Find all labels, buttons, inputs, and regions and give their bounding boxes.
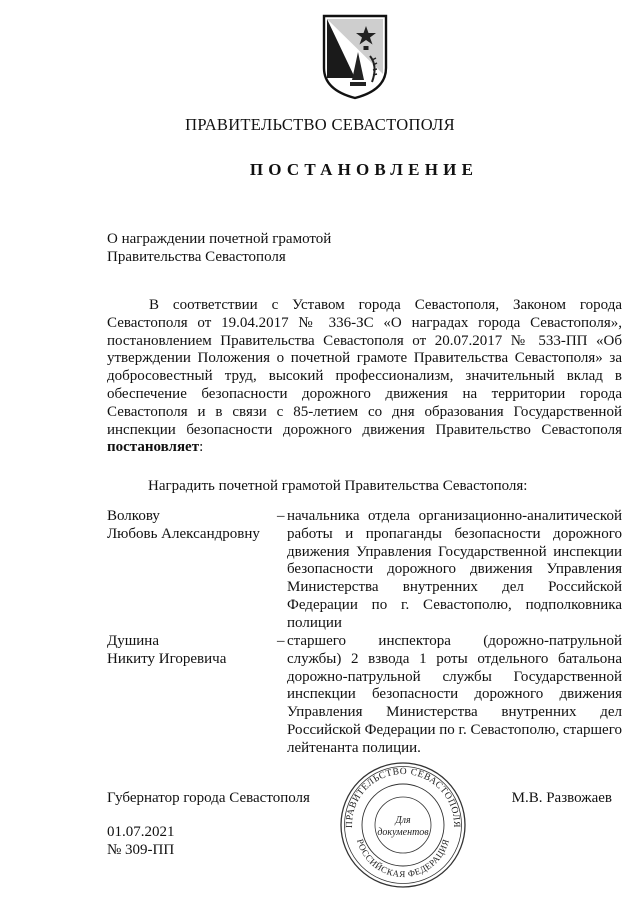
awardee-entry bbox=[107, 508, 627, 631]
awardee-surname: Душина bbox=[107, 633, 159, 649]
signatory-position: Губернатор города Севастополя bbox=[107, 790, 310, 806]
preamble-text: В соответствии с Уставом города Севастополя, Законом города Севастополя от 19.04.2017 № 336-ЗС «О наградах города Севастополя», постановлением Правительства Севастополя от 20.07.2017 № 533-ПП «Об утверждении Положения о почетной грамоте Правительства Севастополя» за добросовестный труд, высокий профессионализм, значительный вклад в обеспечение безопасности дорожного движения на территории города Севастополя и в связи с 85-летием со дня образования Государственной инспекции безопасности дорожного движения Правительство Севастополя bbox=[107, 297, 622, 438]
document-type: ПОСТАНОВЛЕНИЕ bbox=[249, 160, 479, 179]
awardee-description: старшего инспектора (дорожно-патрульной службы) 2 взвода 1 роты отдельного батальона дорожно-патрульной службы Государственной инспекции безопасности дорожного движения Управления Министерства внутренних дел Российской Федерации по г. Севастополю, старшего лейтенанта полиции. bbox=[287, 633, 622, 756]
coat-of-arms-emblem bbox=[320, 12, 390, 100]
government-title: ПРАВИТЕЛЬСТВО СЕВАСТОПОЛЯ bbox=[185, 115, 455, 134]
preamble-colon: : bbox=[199, 439, 204, 456]
seal-outer-text: ПРАВИТЕЛЬСТВО СЕВАСТОПОЛЯ bbox=[344, 766, 462, 829]
document-subject bbox=[107, 230, 331, 266]
document-number: № 309-ПП bbox=[107, 842, 175, 858]
preamble-decree-word: постановляет bbox=[107, 439, 200, 456]
awardee-entry bbox=[107, 633, 627, 756]
subject-line-1: О награждении почетной грамотой bbox=[107, 231, 332, 247]
signatory-name: М.В. Развожаев bbox=[511, 790, 612, 806]
awardee-dash: – bbox=[277, 633, 285, 649]
awardee-surname: Волкову bbox=[107, 508, 160, 524]
awardee-name bbox=[107, 633, 282, 669]
seal-bottom-text: РОССИЙСКАЯ ФЕДЕРАЦИЯ bbox=[355, 837, 451, 880]
awardee-dash: – bbox=[277, 508, 285, 524]
seal-center-line-1: Для bbox=[395, 815, 411, 826]
official-seal-stamp bbox=[338, 760, 468, 890]
document-footer bbox=[107, 823, 175, 859]
awardee-description: начальника отдела организационно-аналитической работы и пропаганды безопасности дорожного движения Управления Государственной инспекции безопасности дорожного движения Управления Министерства внутренних дел Российской Федерации по г. Севастополю, подполковника полиции bbox=[287, 508, 622, 631]
subject-line-2: Правительства Севастополя bbox=[107, 249, 286, 265]
preamble-paragraph bbox=[107, 297, 622, 457]
document-date: 01.07.2021 bbox=[107, 824, 175, 840]
awardee-given-name: Никиту Игоревича bbox=[107, 650, 227, 667]
awardee-name bbox=[107, 508, 282, 544]
seal-center-line-2: документов bbox=[377, 827, 429, 838]
awardee-given-name: Любовь Александровну bbox=[107, 525, 260, 542]
award-statement: Наградить почетной грамотой Правительства Севастополя: bbox=[148, 478, 528, 494]
